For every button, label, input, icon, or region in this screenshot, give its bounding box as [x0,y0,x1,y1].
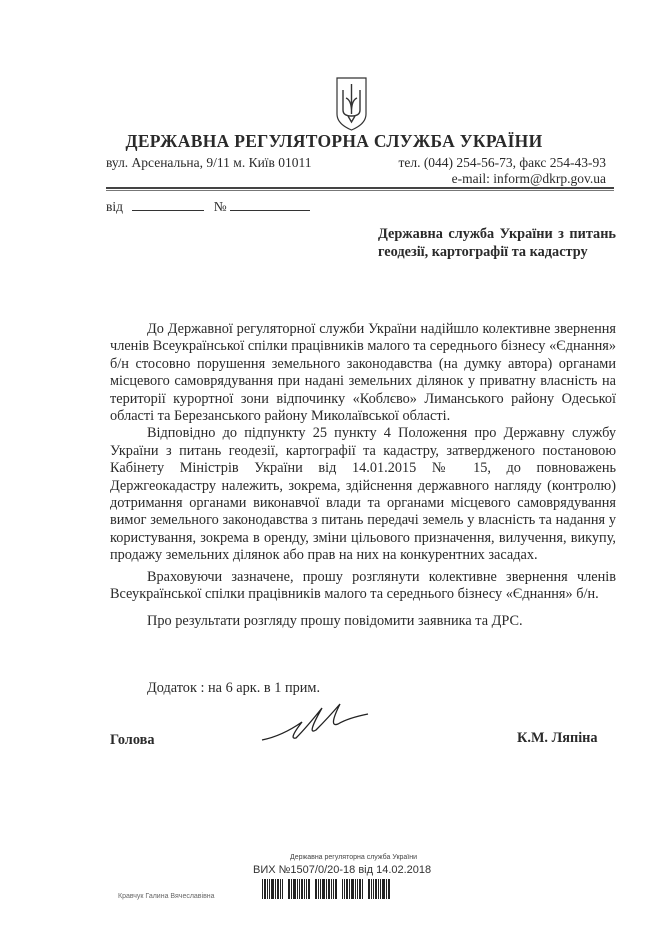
paragraph: Відповідно до підпункту 25 пункту 4 Положення про Державну службу України з питань геодезії, картографії та кадастру, затвердженого постановою Кабінету Міністрів України від 14.01.2015 № 15, до повноважень Держгеокадастру належить, зокрема, здійснення державного нагляду (контролю) дотримання органами виконавчої влади та органами місцевого самоврядування вимог земельного законодавства з питань передачі земель у власність та надання у користування, зокрема в оренду, зміни цільового призначення, вилучення, викупу, продажу земельних ділянок або прав на них на конкурентних засадах. [110,425,616,564]
paragraph: Враховуючи зазначене, прошу розглянути колективне звернення членів Всеукраїнської спілки працівників малого та середнього бізнесу «Єднання» б/н. [110,568,616,603]
barcode-bar [359,879,361,899]
paragraph: До Державної регуляторної служби України надійшло колективне звернення членів Всеукраїнської спілки працівників малого та середнього бізнесу «Єднання» б/н стосовно порушення земельного законодавства (на думку автора) органами місцевого самоврядування при надані земельних ділянок у приватну власність на території курортної зони відпочинку «Коблєво» Лиманського району Одеської області та Березанського району Миколаївської області. [110,321,616,425]
signer-position: Голова [110,732,155,748]
attachment-note: Додаток : на 6 арк. в 1 прим. [147,680,321,696]
number-blank [230,200,310,211]
barcode-bar [262,879,263,899]
barcode-bar [304,879,305,899]
barcode-bar [331,879,332,899]
barcode-bar [291,879,292,899]
barcode-bar [275,879,276,899]
letter-body [110,321,616,630]
barcode-bar [306,879,307,899]
executor-name: Кравчук Галина Вячеславівна [118,893,215,900]
barcode-bar [388,879,390,899]
barcode-bar [362,879,363,899]
barcode-bar [355,879,356,899]
barcode-bar [382,879,385,899]
barcode-bar [326,879,327,899]
barcode-bar [297,879,298,899]
barcode-bar [342,879,343,899]
paragraph: Про результати розгляду прошу повідомити заявника та ДРС. [147,612,523,629]
barcode-bar [271,879,274,899]
registration-stamp-org: Державна регуляторна служба України [290,854,418,861]
barcode-bar [301,879,303,899]
barcode-bar [288,879,290,899]
phone-fax: тел. (044) 254-56-73, факс 254-43-93 [398,155,606,170]
barcode-bar [373,879,374,899]
signer-name: К.М. Ляпіна [517,730,598,746]
barcode-bar [357,879,358,899]
contact-block [398,155,606,187]
barcode-bar [318,879,319,899]
barcode-bar [351,879,354,899]
from-label: від [106,199,123,214]
coat-of-arms-trident-icon [335,76,368,132]
barcode-bar [322,879,325,899]
organization-address: вул. Арсенальна, 9/11 м. Київ 01011 [106,155,312,170]
organization-name: ДЕРЖАВНА РЕГУЛЯТОРНА СЛУЖБА УКРАЇНИ [125,131,543,151]
barcode-bar [386,879,387,899]
email: e-mail: inform@dkrp.gov.ua [451,171,606,186]
reference-line [106,199,310,215]
letterhead-divider [106,187,614,191]
barcode-bar [299,879,300,899]
barcode-bar [333,879,334,899]
barcode-bar [277,879,279,899]
recipient: Державна служба України з питань геодезії, картографії та кадастру [378,226,616,260]
barcode-bar [308,879,310,899]
barcode-bar [346,879,348,899]
barcode [262,879,442,899]
barcode-bar [320,879,321,899]
barcode-bar [267,879,268,899]
barcode-bar [264,879,266,899]
barcode-bar [335,879,337,899]
barcode-bar [344,879,345,899]
barcode-bar [280,879,281,899]
outgoing-number: ВИХ №1507/0/20-18 від 14.02.2018 [253,864,432,876]
barcode-bar [315,879,317,899]
barcode-bar [328,879,330,899]
barcode-bar [293,879,296,899]
barcode-bar [368,879,370,899]
barcode-bar [269,879,270,899]
barcode-bar [282,879,283,899]
barcode-bar [371,879,372,899]
date-blank [132,200,204,211]
handwritten-signature [258,700,378,750]
number-label: № [213,199,227,214]
barcode-bar [380,879,381,899]
barcode-bar [349,879,350,899]
barcode-bar [378,879,379,899]
barcode-bar [375,879,377,899]
